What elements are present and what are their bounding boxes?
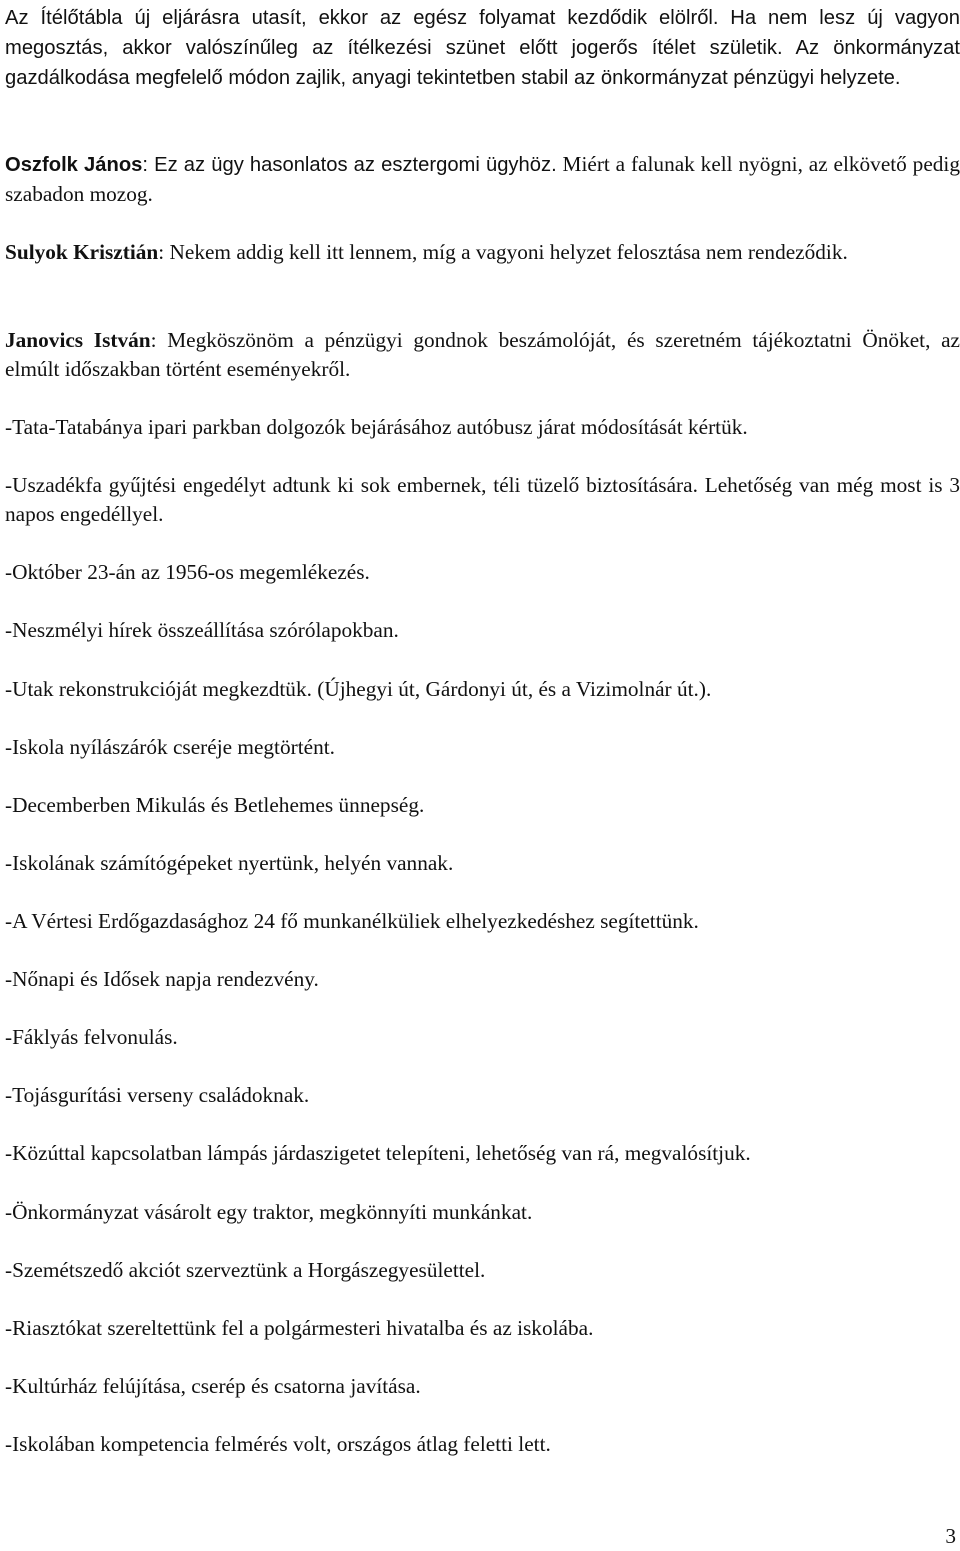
- list-item: -Tojásgurítási verseny családoknak.: [5, 1083, 310, 1107]
- list-item: -Tata-Tatabánya ipari parkban dolgozók bejárásához autóbusz járat módosítását kértük.: [5, 415, 748, 439]
- list-item: -Riasztókat szereltettünk fel a polgármesteri hivatalba és az iskolába.: [5, 1316, 594, 1340]
- list-item: -Közúttal kapcsolatban lámpás járdaszigetet telepíteni, lehetőség van rá, megvalósítjuk.: [5, 1141, 751, 1165]
- list-item: -Utak rekonstrukcióját megkezdtük. (Újhegyi út, Gárdonyi út, és a Vizimolnár út.).: [5, 677, 712, 701]
- list-item: -Fáklyás felvonulás.: [5, 1025, 178, 1049]
- page-number: 3: [945, 1524, 956, 1548]
- paragraph-court-status: [5, 3, 960, 93]
- speaker-name: Oszfolk János: [5, 154, 143, 176]
- paragraph-court-status-part2: Ha nem lesz új vagyon megosztás, akkor valószínűleg az ítélkezési szünet előtt jogerős ítélet születik. Az önkormányzat gazdálkodása megfelelő módon zajlik, anyagi tekintetben stabil az önkormányzat pénzügyi helyzete.: [5, 7, 960, 89]
- list-item: -Neszmélyi hírek összeállítása szórólapokban.: [5, 618, 399, 642]
- list-item: -Önkormányzat vásárolt egy traktor, megkönnyíti munkánkat.: [5, 1200, 533, 1224]
- speaker-statement-b: Miért a falunak kell nyögni, az elkövető pedig szabadon mozog.: [5, 152, 960, 206]
- speaker-name: Sulyok Krisztián: [5, 240, 159, 264]
- speaker-statement: : Megköszönöm a pénzügyi gondnok beszámolóját, és szeretném tájékoztatni Önöket, az elmúlt időszakban történt eseményekről.: [5, 328, 960, 381]
- paragraph-janovics: [5, 326, 960, 384]
- list-item: -A Vértesi Erdőgazdasághoz 24 fő munkanélküliek elhelyezkedéshez segítettünk.: [5, 909, 699, 933]
- speaker-statement-a: : Ez az ügy hasonlatos az esztergomi ügyhöz.: [142, 154, 557, 176]
- list-item: -Október 23-án az 1956-os megemlékezés.: [5, 560, 370, 584]
- list-item: -Nőnapi és Idősek napja rendezvény.: [5, 967, 319, 991]
- list-item: -Szemétszedő akciót szerveztünk a Horgászegyesülettel.: [5, 1258, 486, 1282]
- paragraph-oszfolk: [5, 150, 960, 209]
- list-item: -Iskola nyílászárók cseréje megtörtént.: [5, 735, 335, 759]
- paragraph-court-status-part1: Az Ítélőtábla új eljárásra utasít, ekkor az egész folyamat kezdődik elölről.: [5, 7, 719, 29]
- list-item: -Iskolának számítógépeket nyertünk, helyén vannak.: [5, 851, 454, 875]
- list-item: -Decemberben Mikulás és Betlehemes ünnepség.: [5, 793, 425, 817]
- speaker-statement: : Nekem addig kell itt lennem, míg a vagyoni helyzet felosztása nem rendeződik.: [158, 240, 848, 264]
- list-item: -Uszadékfa gyűjtési engedélyt adtunk ki sok embernek, téli tüzelő biztosítására. Lehetőség van még most is 3 napos engedéllyel.: [5, 473, 960, 526]
- list-item: -Kultúrház felújítása, cserép és csatorna javítása.: [5, 1374, 421, 1398]
- list-item: -Iskolában kompetencia felmérés volt, országos átlag feletti lett.: [5, 1432, 551, 1456]
- paragraph-sulyok: [5, 238, 960, 267]
- speaker-name: Janovics István: [5, 328, 151, 352]
